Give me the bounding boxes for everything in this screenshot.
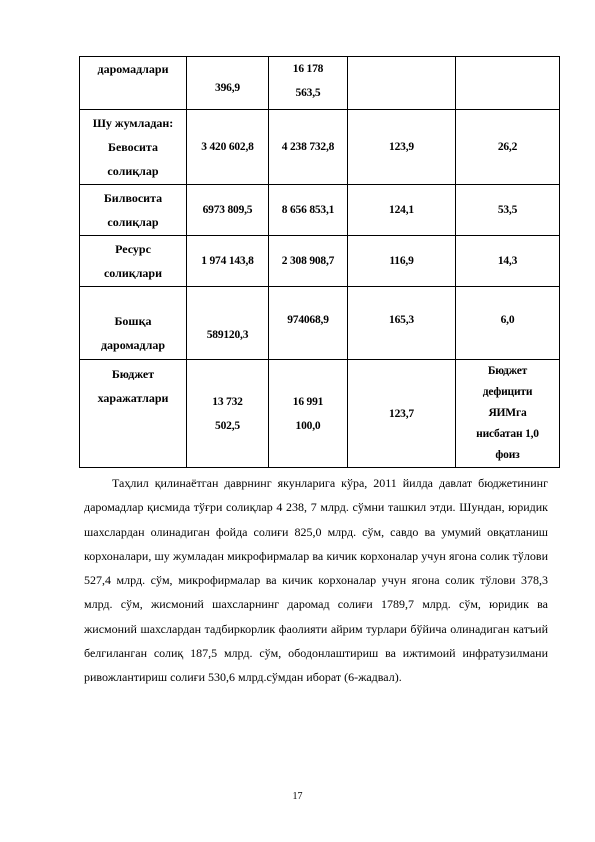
row-label: Билвосита солиқлар — [80, 185, 187, 236]
value-2011: 2 308 908,7 — [269, 236, 348, 287]
share-percent: Бюджет дефицити ЯИМга нисбатан 1,0 фоиз — [456, 360, 560, 468]
share-percent: 26,2 — [456, 110, 560, 185]
value-2011: 16 991 100,0 — [269, 360, 348, 468]
growth-percent — [348, 57, 456, 110]
value-2010: 589120,3 — [187, 287, 269, 360]
row-label: даромадлари — [80, 57, 187, 110]
value-2010: 13 732 502,5 — [187, 360, 269, 468]
share-percent — [456, 57, 560, 110]
page-number: 17 — [292, 791, 303, 802]
table-row — [80, 57, 560, 110]
growth-percent: 123,9 — [348, 110, 456, 185]
row-label: Бюджет харажатлари — [80, 360, 187, 468]
value-2010: 396,9 — [187, 57, 269, 110]
body-paragraph: Таҳлил қилинаётган даврнинг якунларига кўра, 2011 йилда давлат бюджетининг даромадлар қисмида тўғри солиқлар 4 238, 7 млрд. сўмни ташкил этди. Шундан, юридик шахслардан олинадиган фойда солиғи 825,0 млрд. сўм, савдо ва умумий овқатланиш корхоналари, шу жумладан микрофирмалар ва кичик корхоналар учун ягона солик тўлови 527,4 млрд. сўм, микрофирмалар ва кичик корхоналар учун ягона солик тўлови 378,3 млрд. сўм, жисмоний шахсларнинг даромад солиғи 1789,7 млрд. сўм, юридик ва жисмоний шахслардан тадбиркорлик фаолияти айрим турлари бўйича олинадиган катъий белгиланган солиқ 187,5 млрд. сўм, ободонлаштириш ва ижтимоий инфратузилмани ривожлантириш солиғи 530,6 млрд.сўмдан иборат (6-жадвал). — [84, 476, 548, 685]
growth-percent: 165,3 — [348, 287, 456, 360]
table-row — [80, 287, 560, 360]
value-2010: 1 974 143,8 — [187, 236, 269, 287]
value-2011: 16 178 563,5 — [269, 57, 348, 110]
table-row — [80, 110, 560, 185]
value-2011: 4 238 732,8 — [269, 110, 348, 185]
growth-percent: 124,1 — [348, 185, 456, 236]
table-row — [80, 236, 560, 287]
growth-percent: 116,9 — [348, 236, 456, 287]
table-row — [80, 185, 560, 236]
table-row — [80, 360, 560, 468]
value-2011: 974068,9 — [269, 287, 348, 360]
budget-table — [79, 56, 560, 468]
value-2011: 8 656 853,1 — [269, 185, 348, 236]
share-percent: 53,5 — [456, 185, 560, 236]
row-label: Бошқа даромадлар — [80, 287, 187, 360]
growth-percent: 123,7 — [348, 360, 456, 468]
share-percent: 6,0 — [456, 287, 560, 360]
value-2010: 6973 809,5 — [187, 185, 269, 236]
row-label: Шу жумладан: Бевосита солиқлар — [80, 110, 187, 185]
value-2010: 3 420 602,8 — [187, 110, 269, 185]
row-label: Ресурс солиқлари — [80, 236, 187, 287]
share-percent: 14,3 — [456, 236, 560, 287]
